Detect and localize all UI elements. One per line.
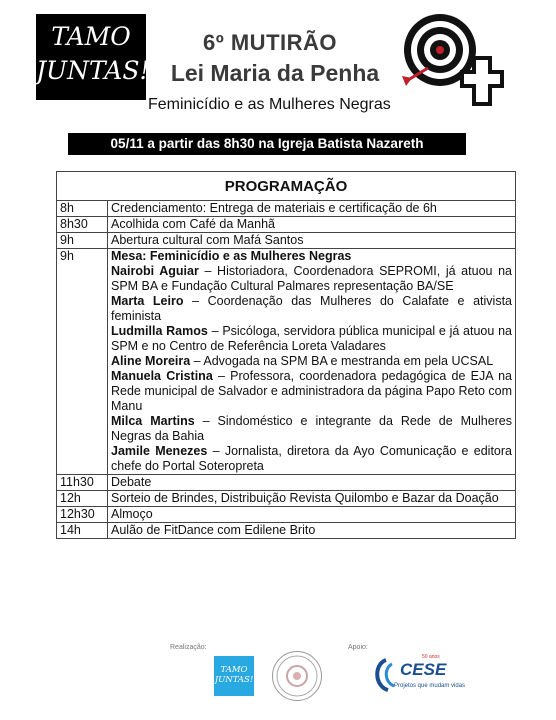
row-time: 14h [57,523,108,539]
speaker-desc: – Historiadora, Coordenadora SEPROMI, já atuou na SPM BA e Fundação Cultural Palmares representação BA/SE [111,264,512,293]
row-activity: Credenciamento: Entrega de materiais e certificação de 6h [108,201,516,217]
table-header-row [57,172,516,201]
speaker-item [111,414,512,444]
cese-logo-text: CESE [400,660,447,679]
speaker-name: Jamile Menezes [111,444,208,458]
row-activity: Abertura cultural com Mafá Santos [108,233,516,249]
speaker-desc: – Professora, coordenadora pedagógica de EJA na Rede municipal de Salvador e administradora da página Papo Reto com Manu [111,369,512,413]
speaker-name: Aline Moreira [111,354,191,368]
table-row-mesa [57,249,516,475]
table-row [57,233,516,249]
table-row [57,507,516,523]
speaker-name: Manuela Cristina [111,369,213,383]
speaker-desc: – Psicóloga, servidora pública municipal e já atuou na SPM e no Centro de Referência Loreta Valadares [111,324,512,353]
event-date-banner: 05/11 a partir das 8h30 na Igreja Batista Nazareth [68,133,466,155]
cese-tagline: Projetos que mudam vidas [394,683,466,689]
row-time: 9h [57,233,108,249]
speaker-desc: – Advogada na SPM BA e mestranda em pela UCSAL [190,354,494,368]
row-activity: Sorteio de Brindes, Distribuição Revista Quilombo e Bazar da Doação [108,491,516,507]
speaker-item [111,324,512,354]
page-subtitle: Feminicídio e as Mulheres Negras [148,96,391,113]
speaker-item [111,354,512,369]
speaker-desc: – Coordenação das Mulheres do Calafate e ativista feminista [111,294,512,323]
apoio-label: Apoio: [348,644,368,651]
logo-line-1: TAMO [51,22,131,51]
table-heading: PROGRAMAÇÃO [57,172,516,201]
row-activity: Acolhida com Café da Manhã [108,217,516,233]
speaker-item [111,264,512,294]
tamo-juntas-logo [36,14,150,100]
page-title-law: Lei Maria da Penha [170,60,380,86]
speaker-name: Ludmilla Ramos [111,324,208,338]
programacao-table [56,171,516,539]
table-row [57,217,516,233]
speaker-item [111,294,512,324]
partner-seal-icon [272,651,322,701]
speaker-item [111,444,512,474]
row-time: 8h30 [57,217,108,233]
footer-logo-line-1: TAMO [220,665,248,675]
row-time: 12h30 [57,507,108,523]
table-row [57,201,516,217]
speaker-name: Marta Leiro [111,294,184,308]
page-title-edition: 6º MUTIRÃO [202,30,338,55]
row-time: 8h [57,201,108,217]
row-activity: Debate [108,475,516,491]
table-row [57,523,516,539]
cese-anniversary-text: 50 anos [422,654,440,660]
table-row [57,475,516,491]
speaker-name: Milca Martins [111,414,195,428]
row-activity: Almoço [108,507,516,523]
row-time: 12h [57,491,108,507]
row-time: 9h [57,249,108,475]
footer-tamo-juntas-logo [214,656,254,696]
speaker-desc: – Jornalista, diretora da Ayo Comunicação e editora chefe do Portal Soteropreta [111,444,513,473]
logo-line-2: JUNTAS! [36,56,150,85]
target-venus-icon [392,10,524,106]
row-time: 11h30 [57,475,108,491]
realizacao-label: Realização: [170,644,207,651]
footer-logo-line-2: JUNTAS! [214,675,254,685]
speaker-name: Nairobi Aguiar [111,264,199,278]
table-row [57,491,516,507]
speaker-item [111,369,512,414]
mesa-cell [108,249,516,475]
mesa-title: Mesa: Feminicídio e as Mulheres Negras [111,249,352,263]
row-activity: Aulão de FitDance com Edilene Brito [108,523,516,539]
speaker-desc: – Sindoméstico e integrante da Rede de Mulheres Negras da Bahia [111,414,513,443]
